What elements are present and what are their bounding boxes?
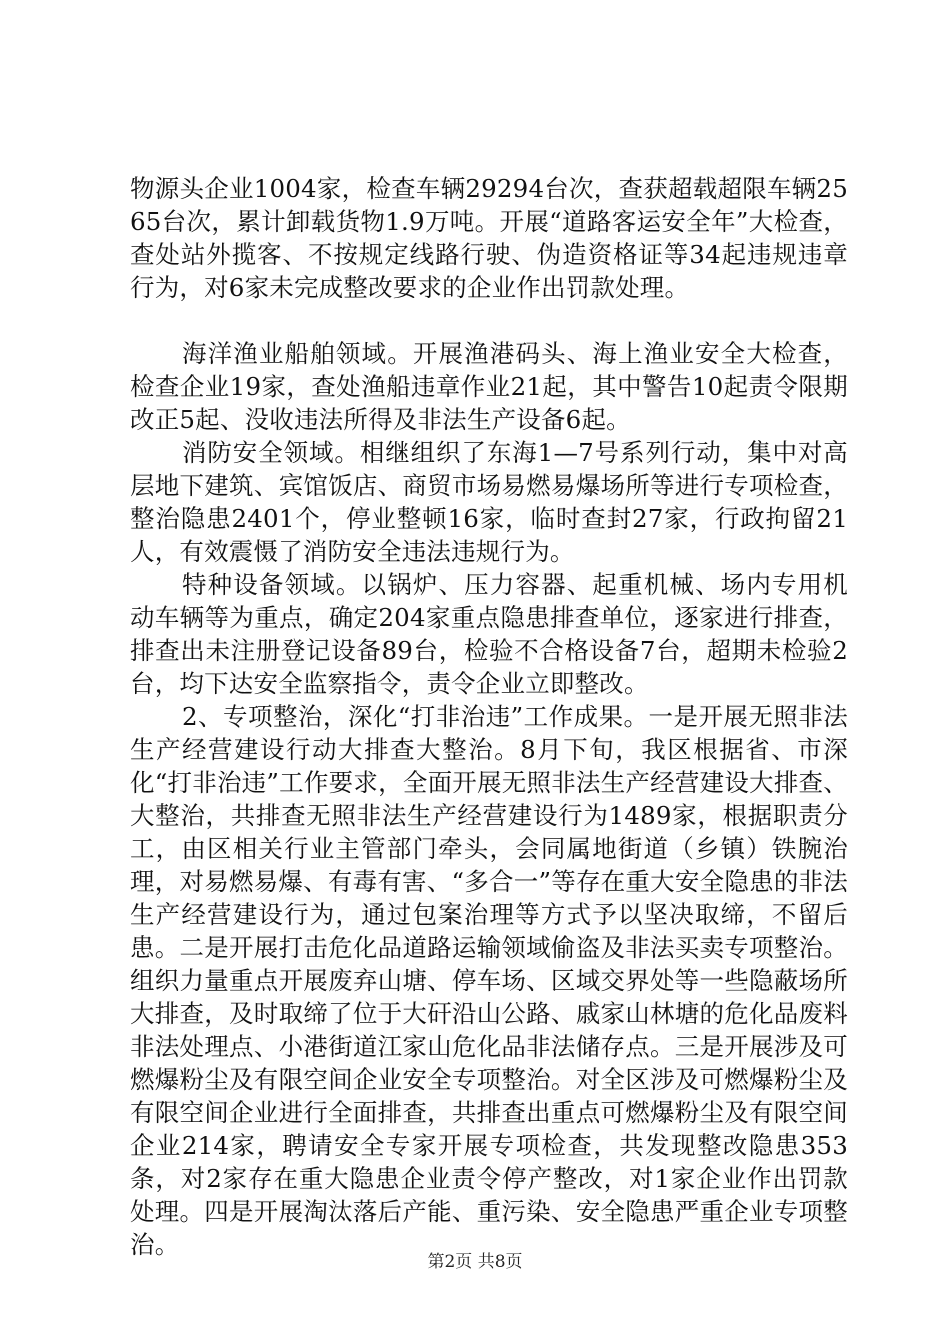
paragraph-continuation: 物源头企业1004家，检查车辆29294台次，查获超载超限车辆2565台次，累计卸载货物1.9万吨。开展“道路客运安全年”大检查，查处站外揽客、不按规定线路行驶、伪造资格证等34起违规违章行为，对6家未完成整改要求的企业作出罚款处理。 — [130, 174, 848, 302]
page-number-footer: 第2页 共8页 — [427, 1252, 523, 1272]
document-body — [130, 172, 848, 1261]
paragraph-fire-safety: 消防安全领域。相继组织了东海1—7号系列行动，集中对高层地下建筑、宾馆饭店、商贸市场易燃易爆场所等进行专项检查，整治隐患2401个，停业整顿16家，临时查封27家，行政拘留21人，有效震慑了消防安全违法违规行为。 — [130, 438, 848, 566]
paragraph-special-equipment: 特种设备领域。以锅炉、压力容器、起重机械、场内专用机动车辆等为重点，确定204家重点隐患排查单位，逐家进行排查，排查出未注册登记设备89台，检验不合格设备7台，超期未检验2台，均下达安全监察指令，责令企业立即整改。 — [130, 570, 848, 698]
paragraph-special-rectification: 2、专项整治，深化“打非治违”工作成果。一是开展无照非法生产经营建设行动大排查大整治。8月下旬，我区根据省、市深化“打非治违”工作要求，全面开展无照非法生产经营建设大排查、大整治，共排查无照非法生产经营建设行为1489家，根据职责分工，由区相关行业主管部门牵头，会同属地街道（乡镇）铁腕治理，对易燃易爆、有毒有害、“多合一”等存在重大安全隐患的非法生产经营建设行为，通过包案治理等方式予以坚决取缔，不留后患。二是开展打击危化品道路运输领域偷盗及非法买卖专项整治。组织力量重点开展废弃山塘、停车场、区域交界处等一些隐蔽场所大排查，及时取缔了位于大矸沿山公路、戚家山林塘的危化品废料非法处理点、小港街道江家山危化品非法储存点。三是开展涉及可燃爆粉尘及有限空间企业安全专项整治。对全区涉及可燃爆粉尘及有限空间企业进行全面排查，共排查出重点可燃爆粉尘及有限空间企业214家，聘请安全专家开展专项检查，共发现整改隐患353条，对2家存在重大隐患企业责令停产整改，对1家企业作出罚款处理。四是开展淘汰落后产能、重污染、安全隐患严重企业专项整治。 — [130, 702, 848, 1259]
paragraph-fishery: 海洋渔业船舶领域。开展渔港码头、海上渔业安全大检查，检查企业19家，查处渔船违章作业21起，其中警告10起责令限期改正5起、没收违法所得及非法生产设备6起。 — [130, 339, 848, 434]
